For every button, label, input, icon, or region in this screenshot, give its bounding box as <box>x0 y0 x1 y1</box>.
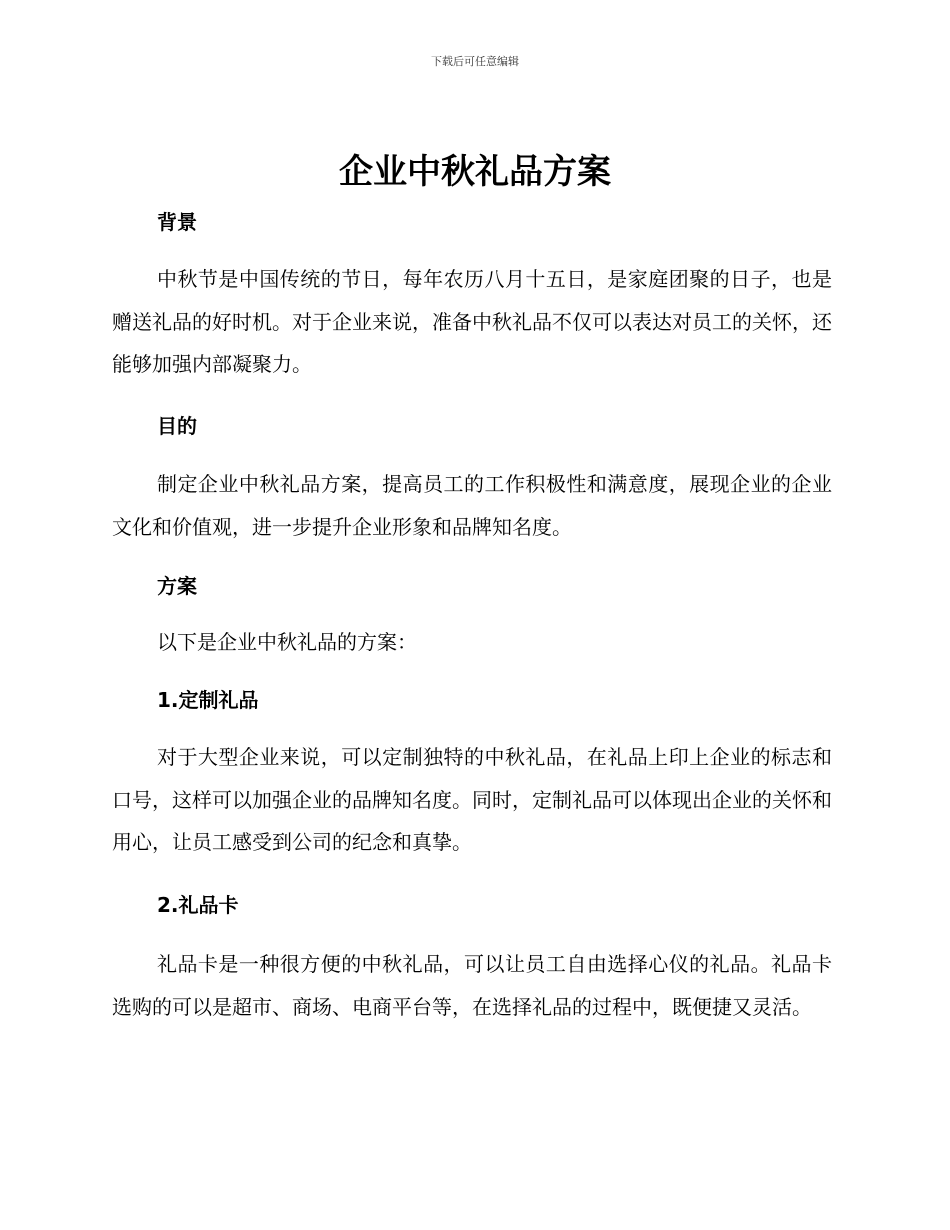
section-paragraph-purpose: 制定企业中秋礼品方案，提高员工的工作积极性和满意度，展现企业的企业文化和价值观，进一步提升企业形象和品牌知名度。 <box>112 472 832 539</box>
section-heading-plan: 方案 <box>157 574 197 598</box>
section-heading-background: 背景 <box>157 210 197 234</box>
section-heading-custom-gifts: 1.定制礼品 <box>157 688 259 712</box>
section-paragraph-plan: 以下是企业中秋礼品的方案： <box>157 630 417 654</box>
section-paragraph-background: 中秋节是中国传统的节日，每年农历八月十五日，是家庭团聚的日子，也是赠送礼品的好时机。对于企业来说，准备中秋礼品不仅可以表达对员工的关怀，还能够加强内部凝聚力。 <box>112 267 832 376</box>
page-header: 下载后可任意编辑 <box>431 55 519 68</box>
section-paragraph-gift-card: 礼品卡是一种很方便的中秋礼品，可以让员工自由选择心仪的礼品。礼品卡选购的可以是超市、商场、电商平台等，在选择礼品的过程中，既便捷又灵活。 <box>112 952 832 1019</box>
section-heading-gift-card: 2.礼品卡 <box>157 893 239 917</box>
section-paragraph-custom-gifts: 对于大型企业来说，可以定制独特的中秋礼品，在礼品上印上企业的标志和口号，这样可以加强企业的品牌知名度。同时，定制礼品可以体现出企业的关怀和用心，让员工感受到公司的纪念和真挚。 <box>112 745 832 854</box>
document-title: 企业中秋礼品方案 <box>339 152 611 192</box>
section-heading-purpose: 目的 <box>157 414 197 438</box>
